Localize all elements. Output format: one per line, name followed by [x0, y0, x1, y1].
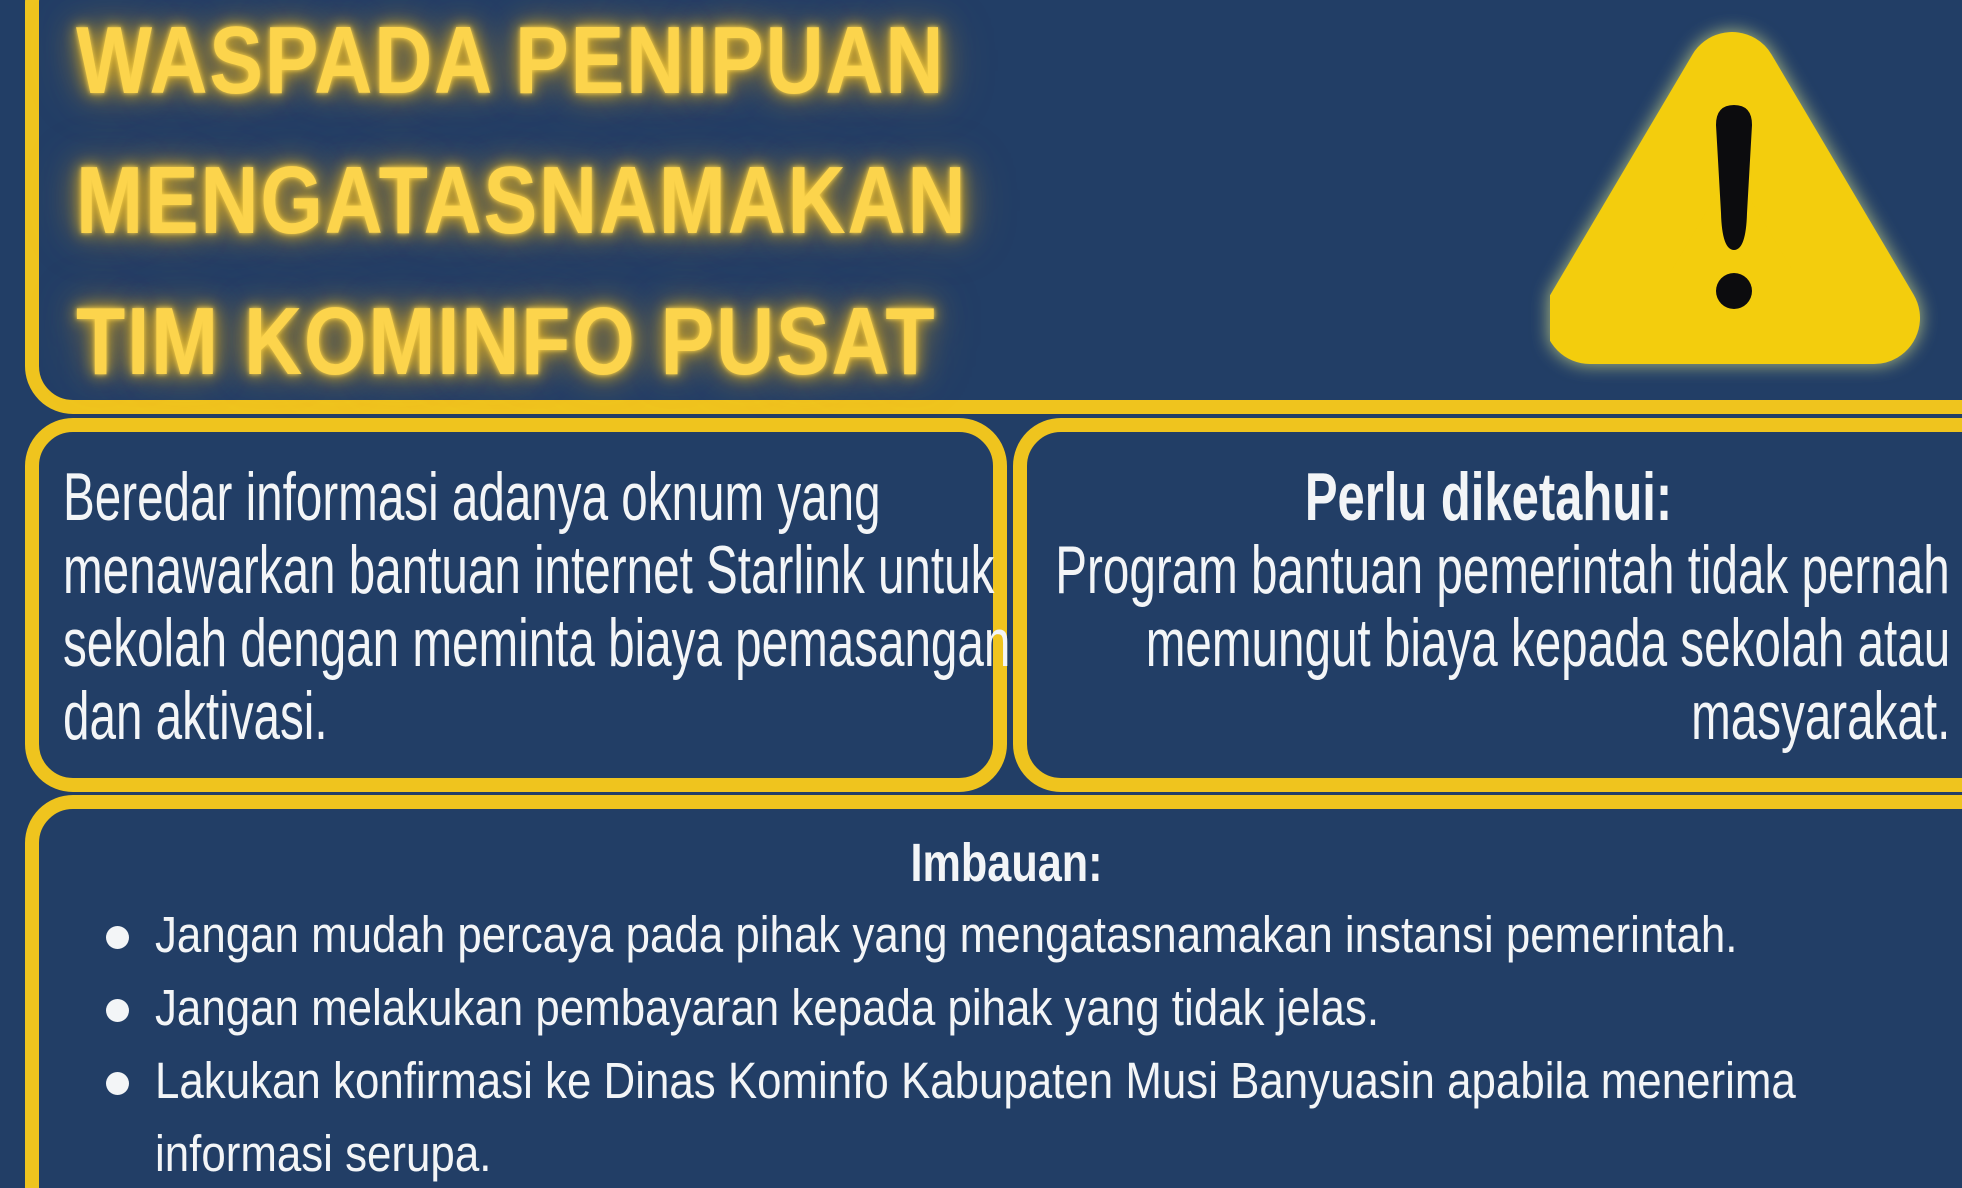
info-text-line: Beredar informasi adanya oknum yang: [63, 459, 881, 535]
poster-title-line-2: MENGATASNAMAKAN: [76, 147, 968, 254]
exclamation-dot: [1716, 273, 1752, 309]
notice-heading: Perlu diketahui:: [1304, 459, 1673, 535]
bullet-dot: [106, 1072, 129, 1095]
advisory-bullet-text: Jangan melakukan pembayaran kepada pihak yang tidak jelas.: [155, 979, 1380, 1036]
notice-text-line: Program bantuan pemerintah tidak pernah: [1055, 532, 1950, 608]
info-text-line: menawarkan bantuan internet Starlink untuk: [63, 532, 995, 608]
advisory-heading: Imbauan:: [910, 833, 1103, 893]
info-text-line: sekolah dengan meminta biaya pemasangan: [63, 605, 1011, 681]
bullet-dot: [106, 999, 129, 1022]
notice-text-line: memungut biaya kepada sekolah atau: [1145, 605, 1950, 681]
advisory-bullet-text: Lakukan konfirmasi ke Dinas Kominfo Kabupaten Musi Banyuasin apabila menerima: [155, 1052, 1796, 1109]
poster-title-line-1: WASPADA PENIPUAN: [76, 7, 946, 114]
warning-triangle-icon: [1550, 5, 1930, 375]
bullet-dot: [106, 926, 129, 949]
advisory-bullet-text-wrap: informasi serupa.: [155, 1125, 492, 1182]
notice-text-line: masyarakat.: [1690, 678, 1950, 754]
poster-title-line-3: TIM KOMINFO PUSAT: [76, 288, 937, 395]
advisory-bullet-text: Jangan mudah percaya pada pihak yang mengatasnamakan instansi pemerintah.: [155, 906, 1738, 963]
info-text-line: dan aktivasi.: [63, 678, 328, 754]
